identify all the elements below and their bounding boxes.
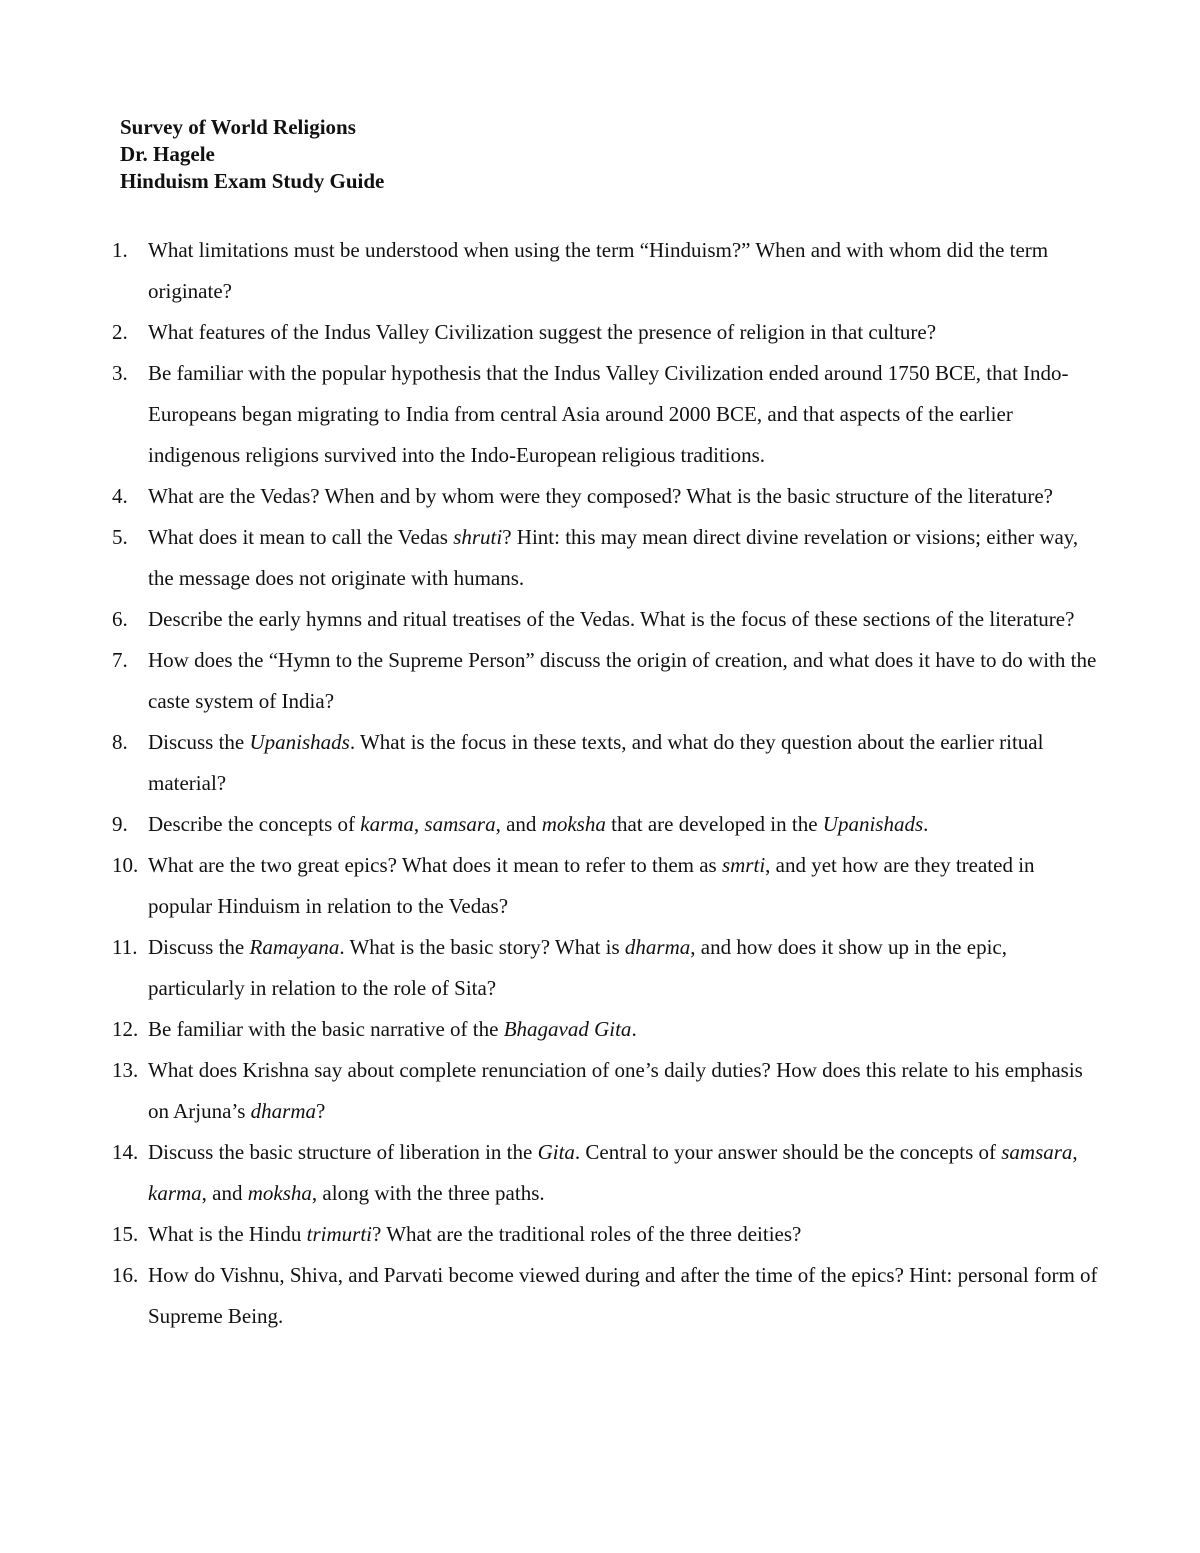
question-number: 2. [112,320,128,344]
question-number: 4. [112,484,128,508]
question-number: 10. [112,853,139,877]
italic-term: Bhagavad Gita [503,1017,632,1041]
question-text [148,730,1043,795]
italic-term: karma [148,1181,202,1205]
question-text [148,812,928,836]
question-item [112,1255,1102,1337]
question-text-segment: that are developed in the [605,812,823,836]
question-text-segment: . What is the basic story? What is [339,935,625,959]
question-item [112,1214,1102,1255]
question-text-segment: Be familiar with the popular hypothesis that the Indus Valley Civilization ended around 1750 BCE, that Indo-Europeans began migrating to India from central Asia around 2000 BCE, and that aspects of the earlier indigenous religions survived into the Indo-European religious traditions. [148,361,1069,467]
question-number: 5. [112,525,128,549]
italic-term: shruti [453,525,503,549]
question-text-segment: ? What are the traditional roles of the three deities? [372,1222,802,1246]
italic-term: samsara [1001,1140,1073,1164]
question-number: 11. [112,935,138,959]
question-text [148,1222,801,1246]
question-item [112,230,1102,312]
question-text-segment: What are the two great epics? What does it mean to refer to them as [148,853,722,877]
question-number: 12. [112,1017,139,1041]
italic-term: Ramayana [249,935,340,959]
question-item [112,1132,1102,1214]
question-number: 15. [112,1222,139,1246]
question-text [148,320,936,344]
question-item [112,927,1102,1009]
italic-term: trimurti [306,1222,372,1246]
question-text-segment: Discuss the [148,730,250,754]
question-text-segment: ? [316,1099,326,1123]
question-number: 16. [112,1263,139,1287]
question-item [112,804,1102,845]
question-text-segment: , and [495,812,542,836]
question-list [112,230,1102,1337]
instructor-name: Dr. Hagele [120,142,215,166]
italic-term: moksha [541,812,606,836]
question-text-segment: , along with the three paths. [311,1181,545,1205]
question-number: 14. [112,1140,139,1164]
question-item [112,353,1102,476]
question-text-segment: How do Vishnu, Shiva, and Parvati become viewed during and after the time of the epics? Hint: personal form of Supreme Being. [148,1263,1098,1328]
question-text [148,607,1074,631]
italic-term: karma [360,812,414,836]
question-text-segment: Describe the early hymns and ritual treatises of the Vedas. What is the focus of these sections of the literature? [148,607,1075,631]
question-text-segment: , and [201,1181,248,1205]
question-text-segment: ? Hint: this may mean direct divine revelation or visions; either way, the message does not originate with humans. [148,525,1079,590]
question-text-segment: Discuss the [148,935,250,959]
question-text-segment: What does Krishna say about complete renunciation of one’s daily duties? How does this relate to his emphasis on Arjuna’s [148,1058,1083,1123]
question-text [148,1140,1078,1205]
question-number: 9. [112,812,128,836]
question-text-segment: What features of the Indus Valley Civilization suggest the presence of religion in that culture? [148,320,937,344]
question-text-segment: What are the Vedas? When and by whom were they composed? What is the basic structure of the literature? [148,484,1053,508]
question-number: 8. [112,730,128,754]
question-item [112,476,1102,517]
question-text-segment: Be familiar with the basic narrative of the [148,1017,504,1041]
question-text [148,525,1078,590]
question-text-segment: , [1072,1140,1078,1164]
question-text [148,648,1096,713]
document-header [120,114,1020,195]
italic-term: smrti [721,853,766,877]
question-item [112,845,1102,927]
question-item [112,1050,1102,1132]
italic-term: moksha [247,1181,312,1205]
question-text-segment: , and yet how are they treated in popular Hinduism in relation to the Vedas? [148,853,1035,918]
question-text-segment: Describe the concepts of [148,812,361,836]
question-text [148,1017,637,1041]
question-item [112,1009,1102,1050]
question-text [148,238,1048,303]
question-item [112,722,1102,804]
question-text [148,1263,1098,1328]
question-text-segment: . Central to your answer should be the concepts of [574,1140,1002,1164]
question-text-segment: . What is the focus in these texts, and what do they question about the earlier ritual material? [148,730,1044,795]
question-item [112,517,1102,599]
course-title: Survey of World Religions [120,115,356,139]
question-text [148,484,1053,508]
question-text-segment: . [923,812,929,836]
italic-term: Upanishads [249,730,350,754]
italic-term: samsara [424,812,496,836]
question-item [112,312,1102,353]
question-number: 1. [112,238,128,262]
question-number: 7. [112,648,128,672]
question-number: 6. [112,607,128,631]
question-number: 3. [112,361,128,385]
question-text-segment: What is the Hindu [148,1222,307,1246]
question-text [148,935,1007,1000]
question-text [148,361,1069,467]
question-text-segment: What limitations must be understood when using the term “Hinduism?” When and with whom did the term originate? [148,238,1049,303]
question-text [148,1058,1083,1123]
question-item [112,599,1102,640]
question-text-segment: , [413,812,425,836]
guide-title: Hinduism Exam Study Guide [120,169,385,193]
italic-term: Upanishads [822,812,924,836]
question-text-segment: , and how does it show up in the epic, particularly in relation to the role of Sita? [148,935,1007,1000]
question-text-segment: Discuss the basic structure of liberation in the [148,1140,538,1164]
question-number: 13. [112,1058,139,1082]
question-text-segment: . [631,1017,637,1041]
italic-term: Gita [537,1140,575,1164]
question-text [148,853,1035,918]
question-item [112,640,1102,722]
italic-term: dharma [250,1099,317,1123]
question-text-segment: How does the “Hymn to the Supreme Person” discuss the origin of creation, and what does it have to do with the caste system of India? [148,648,1097,713]
italic-term: dharma [624,935,691,959]
question-text-segment: What does it mean to call the Vedas [148,525,454,549]
